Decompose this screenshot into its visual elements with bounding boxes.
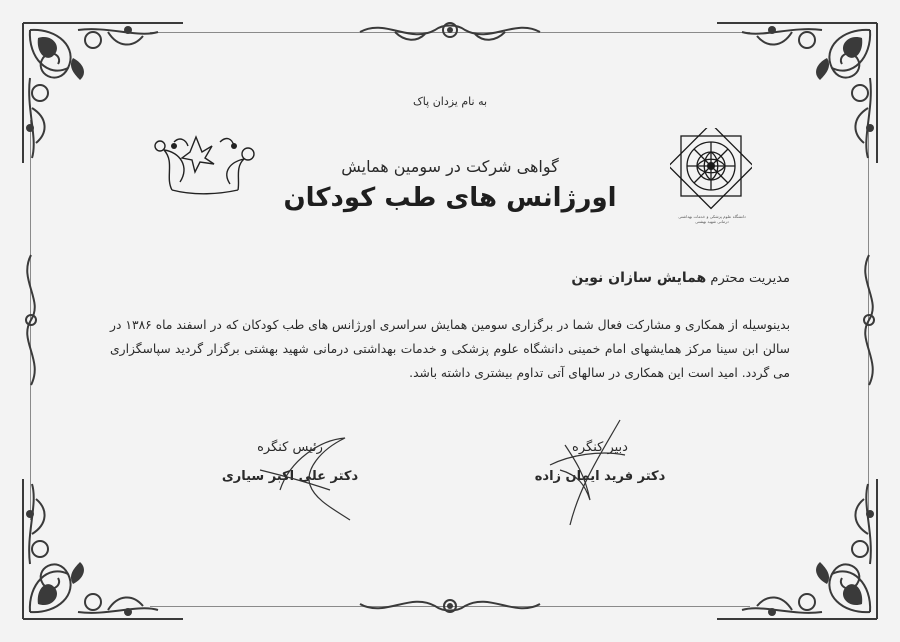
invocation-text: به نام یزدان پاک — [412, 95, 488, 108]
signature-role-right: دبیر کنگره — [572, 440, 628, 455]
ornament-icon — [355, 592, 545, 622]
signature-scribble-right — [540, 415, 640, 530]
corner-ornament-bottom-left — [18, 474, 188, 624]
certificate-body: بدینوسیله از همکاری و مشارکت فعال شما در برگزاری سومین همایش سراسری اورژانس های طب کودکان که در اسفند ماه ۱۳۸۶ در سالن ابن سینا مرکز همایشهای امام خمینی دانشگاه علوم پزشکی و خدمات بهداشتی درمانی شهید بهشتی برگزار گردید سپاسگزاری می گردد. امید است این همکاری در سالهای آتی تداوم بیشتری داشته باشد. — [110, 318, 791, 380]
ornament-icon — [16, 250, 46, 390]
certificate-title-line1: گواهی شرکت در سومین همایش — [341, 157, 559, 176]
signature-name-left: دکتر علی اکبر سیاری — [221, 469, 359, 484]
university-logo — [670, 128, 752, 216]
ornament-icon — [18, 474, 188, 624]
right-side-ornament — [854, 250, 884, 390]
corner-ornament-bottom-right — [712, 474, 882, 624]
ornament-icon — [355, 14, 545, 48]
bottom-center-ornament — [355, 592, 545, 622]
ornament-icon — [854, 250, 884, 390]
recipient-line — [420, 270, 790, 286]
signature-scribble-left — [250, 430, 360, 525]
top-center-ornament — [355, 14, 545, 48]
recipient-name: همایش سازان نوین — [571, 270, 707, 286]
certificate-title-line2: اورژانس های طب کودکان — [283, 183, 617, 213]
left-side-ornament — [16, 250, 46, 390]
university-logo-caption: دانشگاه علوم پزشکی و خدمات بهداشتی درمانی شهید بهشتی — [678, 214, 746, 224]
children-figures-icon — [150, 132, 260, 197]
children-logo — [150, 132, 260, 197]
university-emblem-icon — [670, 128, 752, 216]
signature-name-right: دکتر فرید ایمان زاده — [534, 469, 666, 484]
signature-role-left: رئیس کنگره — [257, 440, 323, 455]
ornament-icon — [712, 474, 882, 624]
recipient-prefix: مدیریت محترم — [710, 271, 790, 286]
